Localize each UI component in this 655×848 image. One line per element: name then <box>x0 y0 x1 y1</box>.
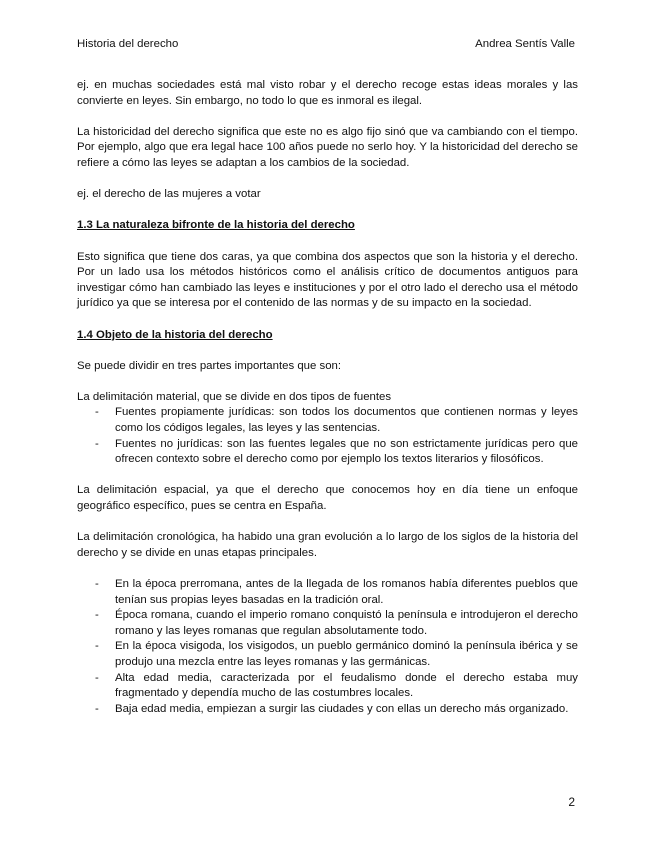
page-number: 2 <box>568 795 575 809</box>
section-heading-1-3: 1.3 La naturaleza bifronte de la historia del derecho <box>77 219 355 232</box>
section-heading-1-4: 1.4 Objeto de la historia del derecho <box>77 328 273 341</box>
header-author: Andrea Sentís Valle <box>475 38 575 50</box>
list-item: - Fuentes propiamente jurídicas: son todos los documentos que contienen normas y leyes como los códigos legales, las leyes y las sentencias. <box>115 405 578 436</box>
header-title: Historia del derecho <box>77 38 179 50</box>
list-item: - Fuentes no jurídicas: son las fuentes legales que no son estrictamente jurídicas pero que ofrecen contexto sobre el derecho como por ejemplo los textos literarios y filosóficos. <box>115 437 578 468</box>
chronological-list <box>77 577 578 717</box>
list-item: - En la época prerromana, antes de la llegada de los romanos había diferentes pueblos que tenían sus propias leyes basadas en la tradición oral. <box>115 577 578 608</box>
paragraph: La delimitación material, que se divide en dos tipos de fuentes <box>77 390 392 403</box>
list-item: - En la época visigoda, los visigodos, un pueblo germánico dominó la península ibérica y se produjo una mezcla entre las leyes romanas y las germánicas. <box>115 639 578 670</box>
material-list <box>77 405 578 467</box>
paragraph: Se puede dividir en tres partes importantes que son: <box>77 359 342 372</box>
paragraph: ej. en muchas sociedades está mal visto robar y el derecho recoge estas ideas morales y las convierte en leyes. Sin embargo, no todo lo que es inmoral es ilegal. <box>77 79 578 107</box>
list-item: - Baja edad media, empiezan a surgir las ciudades y con ellas un derecho más organizado. <box>115 702 578 718</box>
paragraph: ej. el derecho de las mujeres a votar <box>77 188 261 201</box>
list-item: - Alta edad media, caracterizada por el feudalismo donde el derecho estaba muy fragmentado y dependía mucho de las costumbres locales. <box>115 671 578 702</box>
document-body <box>77 78 578 717</box>
paragraph: La delimitación cronológica, ha habido una gran evolución a lo largo de los siglos de la historia del derecho y se divide en unas etapas principales. <box>77 531 578 559</box>
paragraph: La historicidad del derecho significa que este no es algo fijo sinó que va cambiando con el tiempo. Por ejemplo, algo que era legal hace 100 años puede no serlo hoy. Y la historicidad del derecho se refiere a cómo las leyes se adaptan a los cambios de la sociedad. <box>77 125 578 169</box>
paragraph: La delimitación espacial, ya que el derecho que conocemos hoy en día tiene un enfoque geográfico específico, pues se centra en España. <box>77 484 578 513</box>
list-item: - Época romana, cuando el imperio romano conquistó la península e introdujeron el derecho romano y las leyes romanas que regulan absolutamente todo. <box>115 608 578 639</box>
paragraph: Esto significa que tiene dos caras, ya que combina dos aspectos que son la historia y el derecho. Por un lado usa los métodos históricos como el análisis crítico de documentos antiguos para investigar cómo han cambiado las leyes e instituciones y por el otro lado el derecho usa el método jurídico ya que se interesa por el contenido de las normas y de su impacto en la sociedad. <box>77 250 578 310</box>
